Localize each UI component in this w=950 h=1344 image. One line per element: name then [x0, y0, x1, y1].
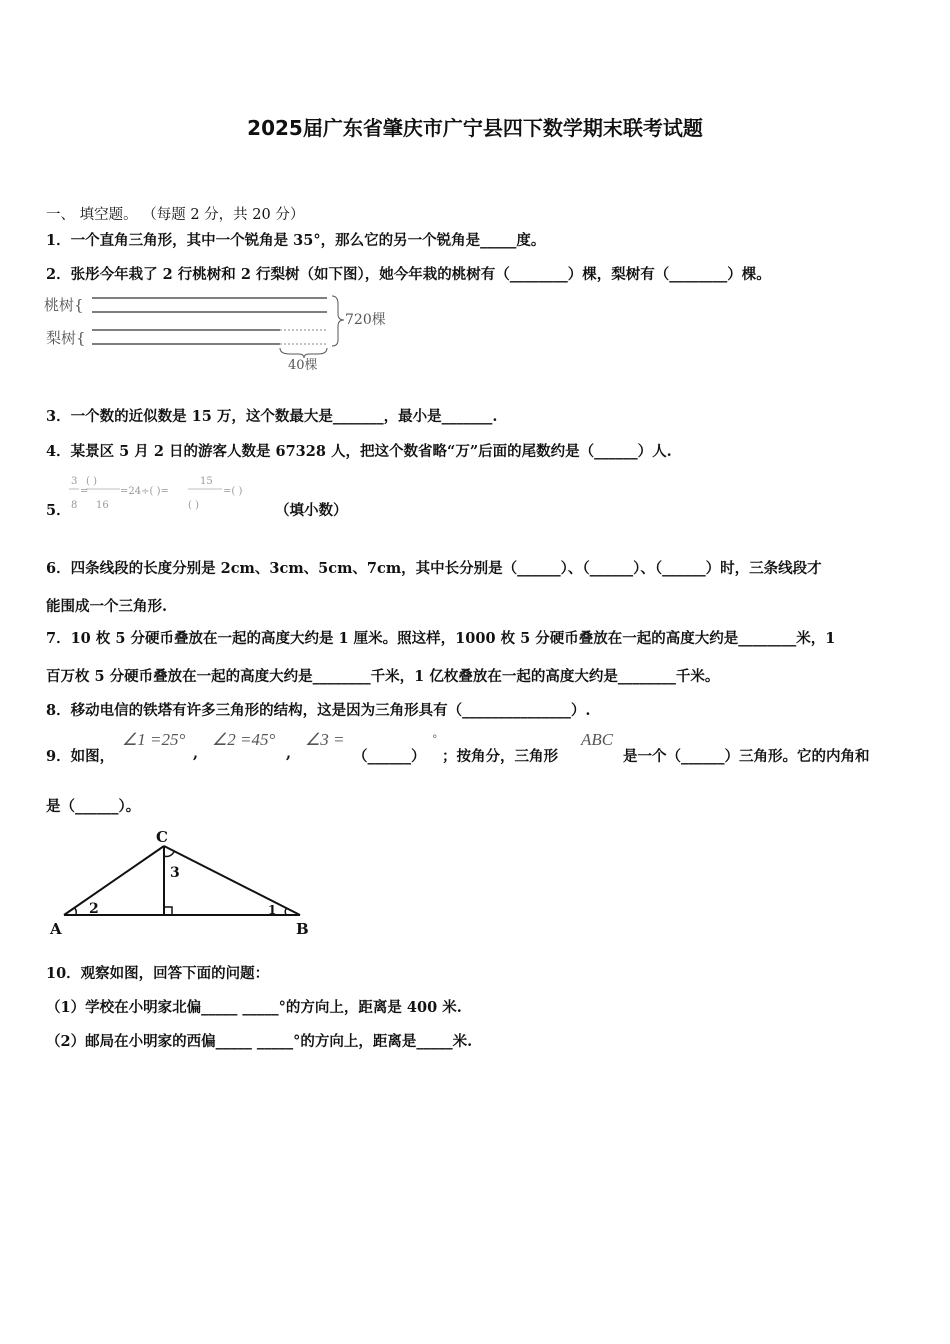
angle-3-label: 3	[170, 865, 180, 881]
fraction-2-den: 16	[96, 500, 109, 511]
page-title: 2025届广东省肇庆市广宁县四下数学期末联考试题	[247, 116, 703, 140]
question-4: 4．某景区 5 月 2 日的游客人数是 67328 人，把这个数省略“万”后面的尾数约是（______）人.	[46, 443, 672, 460]
angle-2-label: 2	[89, 901, 99, 917]
total-brace	[332, 296, 344, 346]
fraction-equation	[66, 470, 276, 516]
question-5-number: 5．	[46, 502, 71, 519]
fraction-3-num: 15	[200, 476, 213, 487]
question-9-end: 是一个（______）三角形。它的内角和	[623, 748, 870, 765]
vertex-C-label: C	[156, 828, 168, 846]
degree-sign: °	[432, 733, 438, 746]
question-9-line-2: 是（______）。	[46, 798, 141, 815]
question-10: 10．观察如图，回答下面的问题：	[46, 965, 270, 982]
angle-1-label: 1	[268, 903, 277, 917]
angle-1-value: ∠1 =25°	[122, 730, 186, 749]
angle-1-arc	[285, 908, 287, 915]
right-angle-mark	[164, 907, 172, 915]
angle-3-value: ∠3 =	[305, 730, 345, 749]
fraction-1-den: 8	[71, 500, 78, 511]
fraction-eq-3: =( )	[223, 486, 243, 497]
section-heading: 一、 填空题。 （每题 2 分，共 20 分）	[46, 207, 305, 223]
triangle-name: ABC	[581, 730, 614, 749]
question-7-line-2: 百万枚 5 分硬币叠放在一起的高度大约是________千米，1 亿枚叠放在一起的高度大约是________千米。	[46, 668, 720, 685]
question-9-mid: ；按角分，三角形	[442, 748, 558, 765]
angle-2-value: ∠2 =45°	[212, 730, 276, 749]
question-6-line-2: 能围成一个三角形.	[46, 598, 168, 615]
tree-bar-diagram	[44, 290, 404, 372]
angle-3-arc	[164, 852, 174, 857]
peach-label: 桃树{	[44, 296, 84, 314]
question-2: 2．张彤今年栽了 2 行桃树和 2 行梨树（如下图），她今年栽的桃树有（________）棵，梨树有（________）棵。	[46, 266, 771, 283]
fraction-eq-1: =	[80, 486, 89, 497]
fraction-2-num: ( )	[86, 476, 97, 487]
diff-brace	[280, 348, 327, 358]
pear-label: 梨树{	[46, 329, 86, 347]
angle-3-blank: （______）	[353, 748, 426, 765]
side-CB	[164, 846, 300, 915]
total-label: 720棵	[345, 312, 386, 328]
question-10-part-2: （2）邮局在小明家的西偏_____ _____°的方向上，距离是_____米.	[46, 1033, 473, 1050]
question-7-line-1: 7．10 枚 5 分硬币叠放在一起的高度大约是 1 厘米。照这样，1000 枚 5 分硬币叠放在一起的高度大约是________米，1	[46, 630, 836, 647]
vertex-B-label: B	[296, 920, 309, 938]
question-9-prefix: 9．如图，	[46, 748, 115, 765]
question-1: 1．一个直角三角形，其中一个锐角是 35°，那么它的另一个锐角是_____度。	[46, 232, 546, 249]
diff-label: 40棵	[288, 358, 318, 372]
side-AC	[64, 846, 164, 915]
vertex-A-label: A	[50, 920, 62, 938]
fraction-3-den: ( )	[188, 500, 199, 511]
question-5-tail: （填小数）	[275, 502, 348, 519]
triangle-figure	[46, 826, 316, 940]
question-6-line-1: 6．四条线段的长度分别是 2cm、3cm、5cm、7cm，其中长分别是（______）、（______）、（______）时，三条线段才	[46, 560, 822, 577]
question-10-part-1: （1）学校在小明家北偏_____ _____°的方向上，距离是 400 米.	[46, 999, 462, 1016]
question-3: 3．一个数的近似数是 15 万，这个数最大是_______，最小是_______.	[46, 408, 498, 425]
fraction-1-num: 3	[71, 476, 78, 487]
fraction-eq-2: =24÷( )=	[120, 486, 169, 497]
question-8: 8．移动电信的铁塔有许多三角形的结构，这是因为三角形具有（_______________）.	[46, 702, 591, 719]
